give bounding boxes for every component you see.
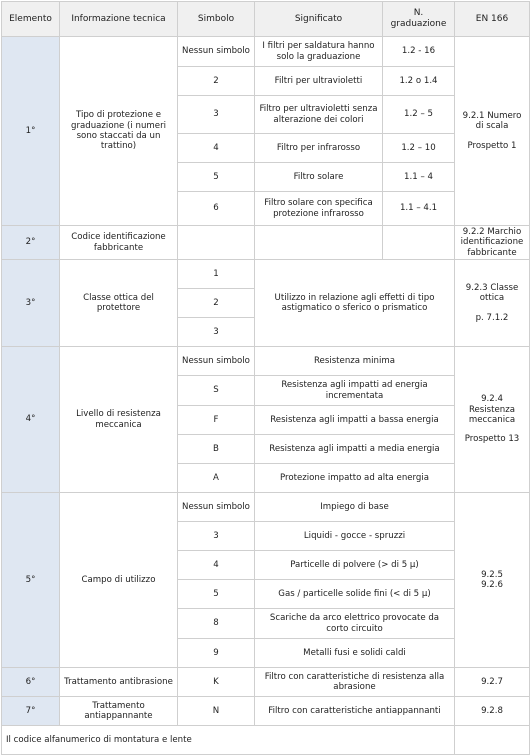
info-cell: Classe ottica del protettore <box>60 260 178 347</box>
graduation-cell: 1.2 o 1.4 <box>383 67 455 96</box>
table-row <box>2 668 530 697</box>
en166-line: 9.2.5 <box>481 569 503 580</box>
table-row <box>2 37 530 67</box>
meaning-cell: Resistenza agli impatti ad energia incrementata <box>255 376 455 406</box>
info-cell: Trattamento antibrasione <box>60 668 178 697</box>
en166-cell <box>455 347 530 493</box>
info-cell: Campo di utilizzo <box>60 493 178 668</box>
symbol-cell: 5 <box>178 163 255 192</box>
en166-cell <box>455 37 530 226</box>
en166-cell: 9.2.7 <box>455 668 530 697</box>
en166-cell <box>455 493 530 668</box>
element-cell: 4° <box>2 347 60 493</box>
header-informazione: Informazione tecnica <box>60 2 178 37</box>
symbol-cell: S <box>178 376 255 406</box>
info-cell: Tipo di protezione e graduazione (i numeri sono staccati da un trattino) <box>60 37 178 226</box>
graduation-cell: 1.2 - 16 <box>383 37 455 67</box>
meaning-cell: Filtro per infrarosso <box>255 134 383 163</box>
header-elemento: Elemento <box>2 2 60 37</box>
symbol-cell: 2 <box>178 289 255 318</box>
meaning-cell: I filtri per saldatura hanno solo la graduazione <box>255 37 383 67</box>
en166-cell: 9.2.8 <box>455 697 530 726</box>
table-row <box>2 260 530 289</box>
element-cell: 2° <box>2 226 60 260</box>
meaning-cell <box>255 226 383 260</box>
symbol-cell: 6 <box>178 192 255 226</box>
symbol-cell: 3 <box>178 96 255 134</box>
meaning-cell: Filtro con caratteristiche di resistenza alla abrasione <box>255 668 455 697</box>
table-row <box>2 347 530 376</box>
symbol-cell: Nessun simbolo <box>178 347 255 376</box>
en166-line: Prospetto 13 <box>464 434 520 445</box>
header-significato: Significato <box>255 2 383 37</box>
symbol-cell: K <box>178 668 255 697</box>
meaning-cell: Scariche da arco elettrico provocate da corto circuito <box>255 609 455 639</box>
element-cell: 6° <box>2 668 60 697</box>
meaning-cell: Impiego di base <box>255 493 455 522</box>
graduation-cell: 1.1 – 4.1 <box>383 192 455 226</box>
meaning-cell: Filtro solare <box>255 163 383 192</box>
meaning-cell: Resistenza agli impatti a bassa energia <box>255 406 455 435</box>
en166-line: Prospetto 1 <box>467 140 517 151</box>
table-row <box>2 726 530 755</box>
meaning-cell: Liquidi - gocce - spruzzi <box>255 522 455 551</box>
meaning-cell: Metalli fusi e solidi caldi <box>255 639 455 668</box>
en166-line: 9.2.6 <box>481 580 503 590</box>
meaning-cell: Resistenza agli impatti a media energia <box>255 435 455 464</box>
element-cell: 3° <box>2 260 60 347</box>
symbol-cell: 3 <box>178 522 255 551</box>
graduation-cell: 1.1 – 4 <box>383 163 455 192</box>
en166-line: 9.2.3 Classe ottica <box>465 283 519 304</box>
header-en166: EN 166 <box>455 2 530 37</box>
meaning-cell: Filtro con caratteristiche antiappannanti <box>255 697 455 726</box>
symbol-cell: F <box>178 406 255 435</box>
symbol-cell: 8 <box>178 609 255 639</box>
element-cell: 1° <box>2 37 60 226</box>
symbol-cell: B <box>178 435 255 464</box>
graduation-cell: 1.2 – 5 <box>383 96 455 134</box>
symbol-cell: 5 <box>178 580 255 609</box>
graduation-cell: 1.2 – 10 <box>383 134 455 163</box>
symbol-cell: N <box>178 697 255 726</box>
symbol-cell: Nessun simbolo <box>178 493 255 522</box>
graduation-cell <box>383 226 455 260</box>
symbol-cell: 3 <box>178 318 255 347</box>
meaning-cell: Filtri per ultravioletti <box>255 67 383 96</box>
table-row <box>2 493 530 522</box>
en166-line: p. 7.1.2 <box>475 312 509 323</box>
symbol-cell <box>178 226 255 260</box>
table-row <box>2 226 530 260</box>
en166-line: 9.2.4 Resistenza meccanica <box>468 394 516 425</box>
info-cell: Trattamento antiappannante <box>60 697 178 726</box>
en166-line: 9.2.1 Numero di scala <box>462 111 522 132</box>
table-row <box>2 697 530 726</box>
meaning-cell: Particelle di polvere (> di 5 µ) <box>255 551 455 580</box>
footer-note: Il codice alfanumerico di montatura e lente <box>2 726 455 755</box>
info-cell: Livello di resistenza meccanica <box>60 347 178 493</box>
header-row <box>2 2 530 37</box>
footer-empty-cell <box>455 726 530 755</box>
meaning-cell: Resistenza minima <box>255 347 455 376</box>
header-graduazione: N. graduazione <box>383 2 455 37</box>
meaning-cell: Filtro per ultravioletti senza alterazione dei colori <box>255 96 383 134</box>
symbol-cell: Nessun simbolo <box>178 37 255 67</box>
meaning-cell: Gas / particelle solide fini (< di 5 µ) <box>255 580 455 609</box>
meaning-cell: Protezione impatto ad alta energia <box>255 464 455 493</box>
symbol-cell: 2 <box>178 67 255 96</box>
header-simbolo: Simbolo <box>178 2 255 37</box>
symbol-cell: 4 <box>178 551 255 580</box>
marking-table <box>1 1 530 755</box>
meaning-cell: Filtro solare con specifica protezione infrarosso <box>255 192 383 226</box>
symbol-cell: 9 <box>178 639 255 668</box>
info-cell: Codice identificazione fabbricante <box>60 226 178 260</box>
en166-cell: 9.2.2 Marchio identificazione fabbricante <box>455 226 530 260</box>
symbol-cell: A <box>178 464 255 493</box>
en166-cell <box>455 260 530 347</box>
element-cell: 5° <box>2 493 60 668</box>
symbol-cell: 4 <box>178 134 255 163</box>
meaning-cell: Utilizzo in relazione agli effetti di tipo astigmatico o sferico o prismatico <box>255 260 455 347</box>
symbol-cell: 1 <box>178 260 255 289</box>
element-cell: 7° <box>2 697 60 726</box>
